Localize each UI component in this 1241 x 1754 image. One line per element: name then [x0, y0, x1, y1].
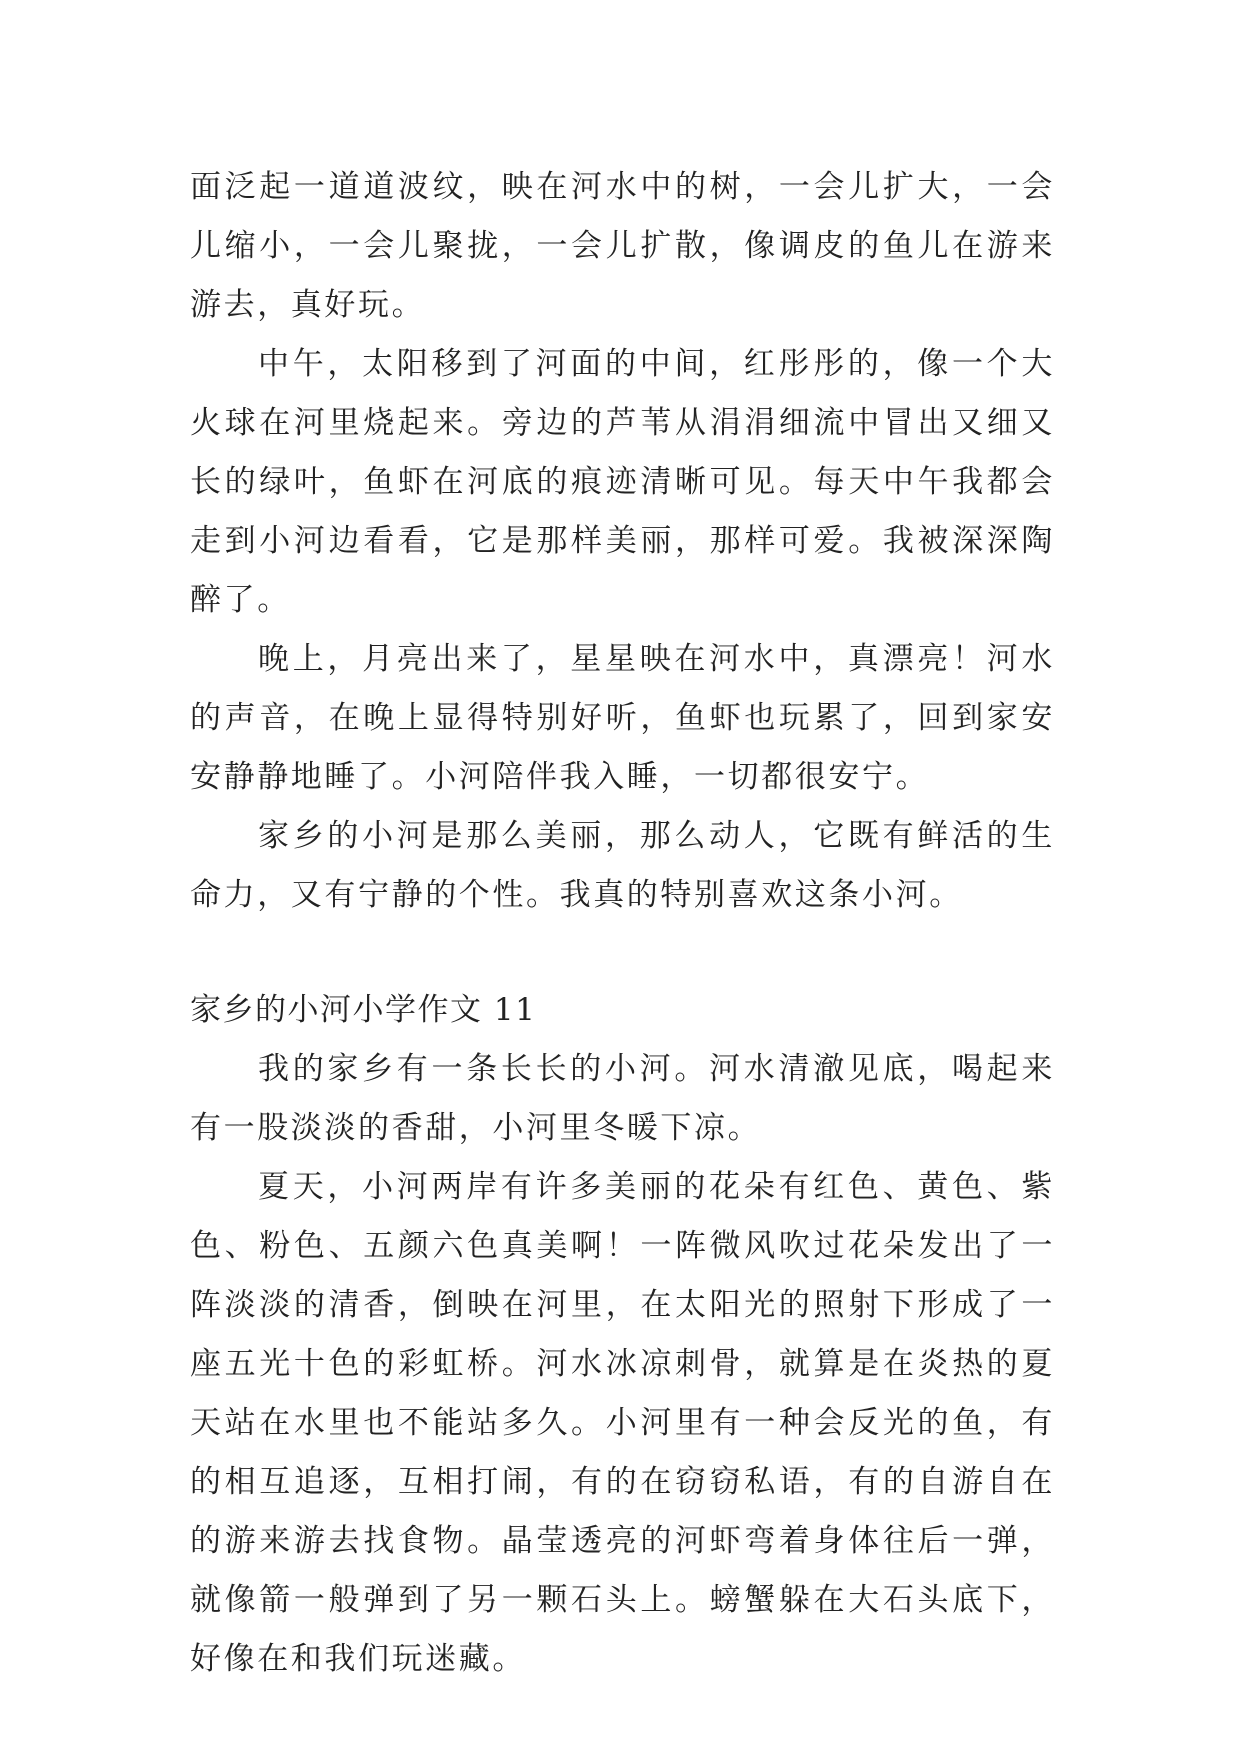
document-body [190, 158, 1055, 1689]
paragraph-summer: 夏天，小河两岸有许多美丽的花朵有红色、黄色、紫色、粉色、五颜六色真美啊！一阵微风吹过花朵发出了一阵淡淡的清香，倒映在河里，在太阳光的照射下形成了一座五光十色的彩虹桥。河水冰凉刺骨，就算是在炎热的夏天站在水里也不能站多久。小河里有一种会反光的鱼，有的相互追逐，互相打闹，有的在窃窃私语，有的自游自在的游来游去找食物。晶莹透亮的河虾弯着身体往后一弹，就像箭一般弹到了另一颗石头上。螃蟹躲在大石头底下，好像在和我们玩迷藏。 [190, 1169, 1055, 1677]
paragraph-evening: 晚上，月亮出来了，星星映在河水中，真漂亮！河水的声音，在晚上显得特别好听，鱼虾也玩累了，回到家安安静静地睡了。小河陪伴我入睡，一切都很安宁。 [190, 641, 1055, 795]
paragraph-conclusion: 家乡的小河是那么美丽，那么动人，它既有鲜活的生命力，又有宁静的个性。我真的特别喜欢这条小河。 [190, 818, 1055, 913]
paragraph-continued: 面泛起一道道波纹，映在河水中的树，一会儿扩大，一会儿缩小，一会儿聚拢，一会儿扩散，像调皮的鱼儿在游来游去，真好玩。 [190, 169, 1055, 323]
paragraph-noon: 中午，太阳移到了河面的中间，红彤彤的，像一个大火球在河里烧起来。旁边的芦苇从涓涓细流中冒出又细又长的绿叶，鱼虾在河底的痕迹清晰可见。每天中午我都会走到小河边看看，它是那样美丽，那样可爱。我被深深陶醉了。 [190, 346, 1055, 618]
section-title: 家乡的小河小学作文 11 [190, 992, 537, 1028]
paragraph-intro: 我的家乡有一条长长的小河。河水清澈见底，喝起来有一股淡淡的香甜，小河里冬暖下凉。 [190, 1051, 1055, 1146]
